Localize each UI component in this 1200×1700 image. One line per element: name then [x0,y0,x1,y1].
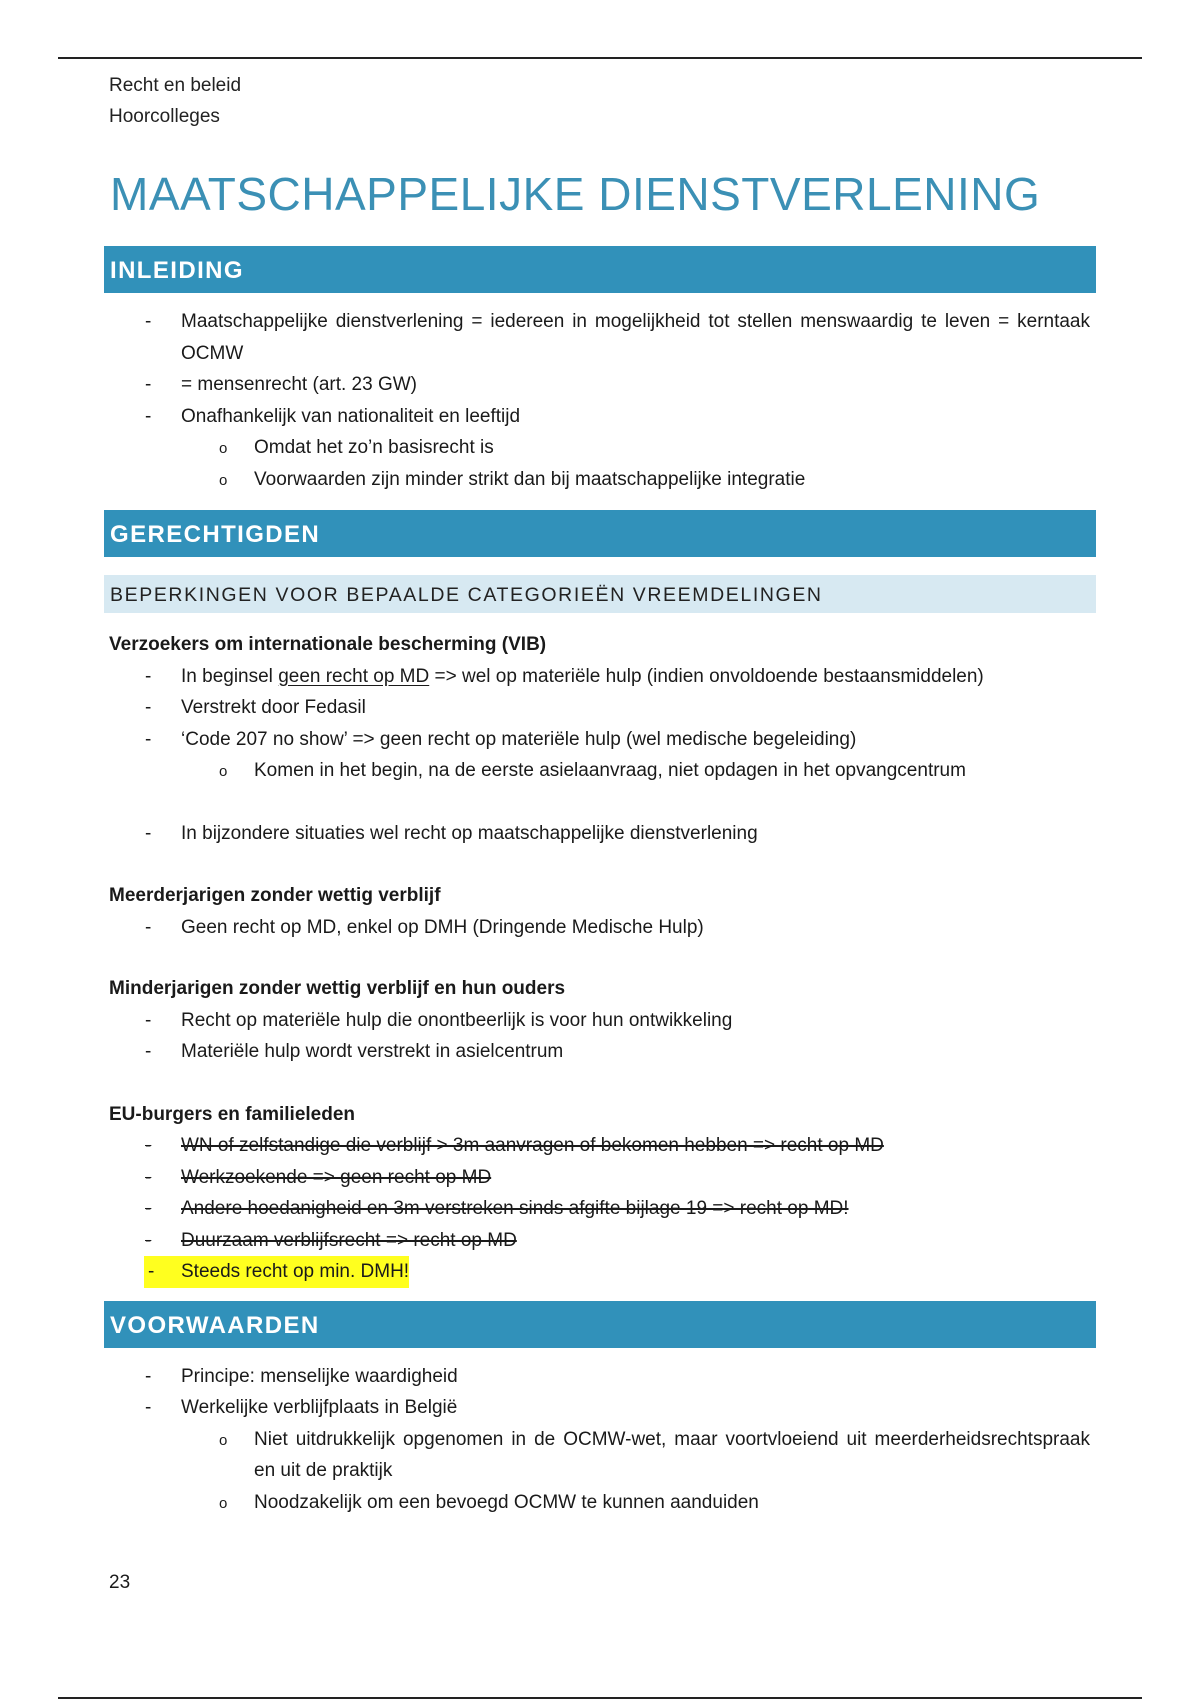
document-title: MAATSCHAPPELIJKE DIENSTVERLENING [110,168,1041,220]
header-rule [58,57,1142,59]
inleiding-list [104,306,1096,432]
footer-rule [58,1697,1142,1699]
highlight-mark: - Steeds recht op min. DMH! [144,1256,409,1288]
subsection-heading-vreemdelingen: BEPERKINGEN VOOR BEPAALDE CATEGORIEËN VREEMDELINGEN [104,575,1096,613]
vib-list-extra [104,818,1096,850]
vib-item1-underlined: geen recht op MD [278,665,430,687]
list-item: - In bijzondere situaties wel recht op maatschappelijke dienstverlening [104,818,1096,850]
list-item: - Recht op materiële hulp die onontbeerlijk is voor hun ontwikkeling [104,1005,1096,1037]
list-item-struck: - Duurzaam verblijfsrecht => recht op MD [104,1225,1096,1257]
list-item: o Niet uitdrukkelijk opgenomen in de OCMW-wet, maar voortvloeiend uit meerderheidsrechtspraak en uit de praktijk [104,1424,1096,1487]
list-item: - Werkelijke verblijfplaats in België [104,1392,1096,1424]
list-item-struck: - Werkzoekende => geen recht op MD [104,1162,1096,1194]
voorwaarden-list [104,1361,1096,1424]
highlighted-text: Steeds recht op min. DMH! [181,1261,410,1282]
vib-sublist [104,755,1096,787]
list-item: - Geen recht op MD, enkel op DMH (Dringende Medische Hulp) [104,912,1096,944]
list-item-struck: - Andere hoedanigheid en 3m verstreken sinds afgifte bijlage 19 => recht op MD! [104,1193,1096,1225]
list-item: - Maatschappelijke dienstverlening = iedereen in mogelijkheid tot stellen menswaardig te leven = kerntaak OCMW [104,306,1096,369]
list-item: - = mensenrecht (art. 23 GW) [104,369,1096,401]
header-course: Recht en beleid [109,75,242,96]
minderjarigen-title: Minderjarigen zonder wettig verblijf en hun ouders [109,978,566,999]
vib-item1-suffix: => wel op materiële hulp (indien onvoldoende bestaansmiddelen) [429,665,984,687]
header-subtitle: Hoorcolleges [109,106,220,127]
vib-title: Verzoekers om internationale bescherming (VIB) [109,634,547,655]
document-page [104,70,1096,1518]
list-item [104,661,1096,693]
section-heading-inleiding: INLEIDING [104,246,1096,293]
list-item-highlighted [104,1256,1096,1288]
list-item: - Materiële hulp wordt verstrekt in asielcentrum [104,1036,1096,1068]
minderjarigen-list [104,1005,1096,1068]
section-heading-voorwaarden: VOORWAARDEN [104,1301,1096,1348]
section-heading-gerechtigden: GERECHTIGDEN [104,510,1096,557]
list-item: - Onafhankelijk van nationaliteit en leeftijd [104,401,1096,433]
list-item-struck: - WN of zelfstandige die verblijf > 3m aanvragen of bekomen hebben => recht op MD [104,1130,1096,1162]
page-number: 23 [109,1572,131,1593]
voorwaarden-sublist [104,1424,1096,1519]
list-item: o Voorwaarden zijn minder strikt dan bij maatschappelijke integratie [104,464,1096,496]
list-item: o Komen in het begin, na de eerste asielaanvraag, niet opdagen in het opvangcentrum [104,755,1096,787]
meerderjarigen-list [104,912,1096,944]
list-item: o Omdat het zo’n basisrecht is [104,432,1096,464]
vib-list [104,661,1096,756]
list-item: o Noodzakelijk om een bevoegd OCMW te kunnen aanduiden [104,1487,1096,1519]
eu-title: EU-burgers en familieleden [109,1103,356,1125]
vib-item1-prefix: In beginsel [181,665,279,687]
list-item: - Principe: menselijke waardigheid [104,1361,1096,1393]
list-item: - ‘Code 207 no show’ => geen recht op materiële hulp (wel medische begeleiding) [104,724,1096,756]
inleiding-sublist [104,432,1096,495]
meerderjarigen-title: Meerderjarigen zonder wettig verblijf [109,885,441,906]
list-item: - Verstrekt door Fedasil [104,692,1096,724]
eu-list [104,1130,1096,1288]
